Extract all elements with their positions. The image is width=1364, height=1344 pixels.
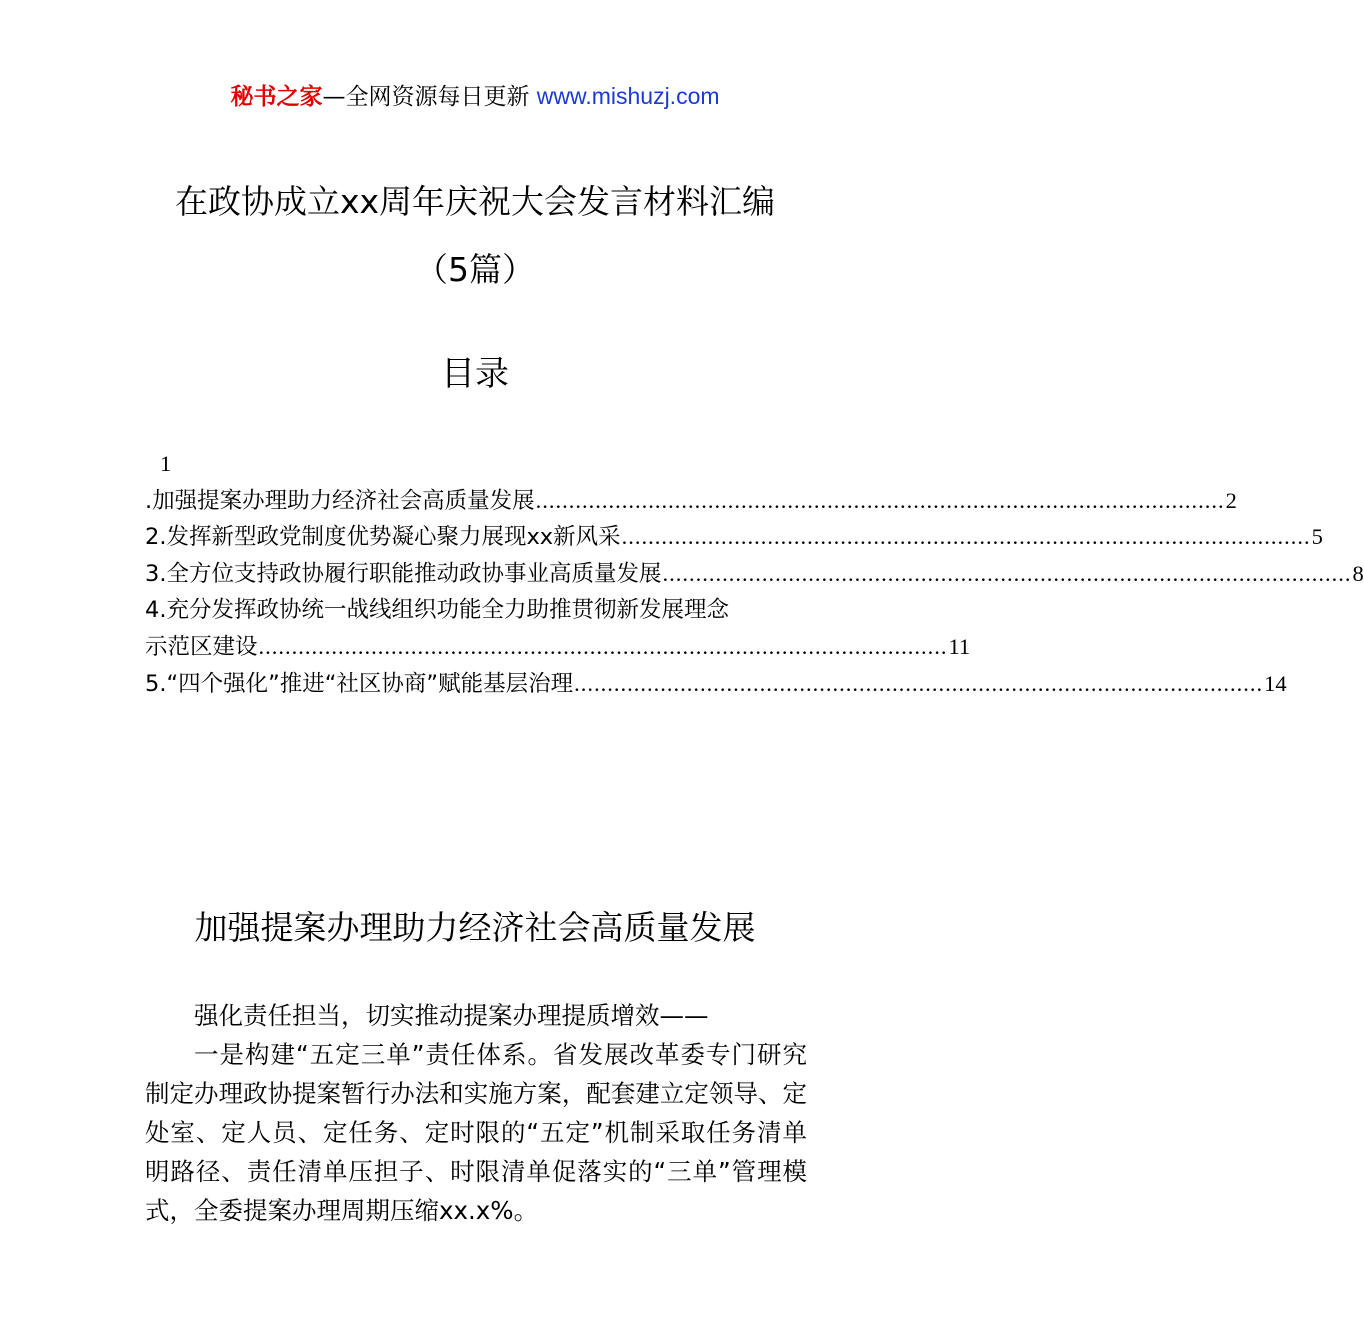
toc-entry-text: 示范区建设 [145, 633, 258, 660]
toc-page-number: 2 [1225, 487, 1237, 513]
toc-page-number: 11 [948, 633, 971, 659]
toc-dot-leader: ........................................................................................................ [574, 670, 1264, 696]
toc-dot-leader: ........................................................................................................ [662, 560, 1352, 586]
toc-page-number: 8 [1352, 560, 1364, 586]
banner-tagline: —全网资源每日更新 [322, 84, 530, 110]
toc-entry-text: 5.“四个强化”推进“社区协商”赋能基层治理 [145, 670, 574, 697]
toc-dot-leader: ........................................................................................................ [621, 524, 1311, 550]
toc-entry-4[interactable] [145, 592, 807, 629]
toc-entry-text: 4.充分发挥政协统一战线组织功能全力助推贯彻新发展理念 [145, 597, 729, 624]
section-title: 加强提案办理助力经济社会高质量发展 [194, 908, 756, 947]
toc-heading: 目录 [441, 354, 509, 394]
section-body [145, 996, 807, 1230]
document-title-count: （5篇） [415, 250, 535, 289]
toc-entry-text: 3.全方位支持政协履行职能推动政协事业高质量发展 [145, 560, 662, 587]
toc-entry-5[interactable] [145, 666, 1287, 703]
toc-dot-leader: ........................................................................................................ [535, 487, 1225, 513]
document-title: 在政协成立xx周年庆祝大会发言材料汇编 [174, 182, 776, 221]
toc-entry-text: .加强提案办理助力经济社会高质量发展 [145, 487, 535, 514]
toc-dot-leader: ........................................................................................................ [258, 633, 948, 659]
toc-entry-3[interactable] [145, 556, 1364, 593]
toc-entry-text: 2.发挥新型政党制度优势凝心聚力展现xx新风采 [145, 524, 621, 551]
toc-first-number-line [145, 446, 807, 483]
toc-first-number: 1 [160, 451, 172, 476]
toc-page-number: 5 [1311, 524, 1323, 550]
site-banner [0, 80, 950, 113]
toc-entry-1[interactable] [145, 483, 1237, 520]
table-of-contents [145, 446, 1364, 702]
brand-name: 秘书之家 [230, 84, 323, 110]
toc-entry-2[interactable] [145, 519, 1323, 556]
toc-page-number: 14 [1264, 670, 1287, 696]
toc-entry-4-continuation[interactable] [145, 629, 971, 666]
body-paragraph: 强化责任担当，切实推动提案办理提质增效—— [194, 1001, 709, 1030]
site-url-link[interactable]: www.mishuzj.com [536, 83, 720, 109]
body-paragraph: 一是构建“五定三单”责任体系。省发展改革委专门研究制定办理政协提案暂行办法和实施方案，配套建立定领导、定处室、定人员、定任务、定时限的“五定”机制采取任务清单明路径、责任清单压担子、时限清单促落实的“三单”管理模式，全委提案办理周期压缩xx.x%。 [145, 1040, 807, 1225]
